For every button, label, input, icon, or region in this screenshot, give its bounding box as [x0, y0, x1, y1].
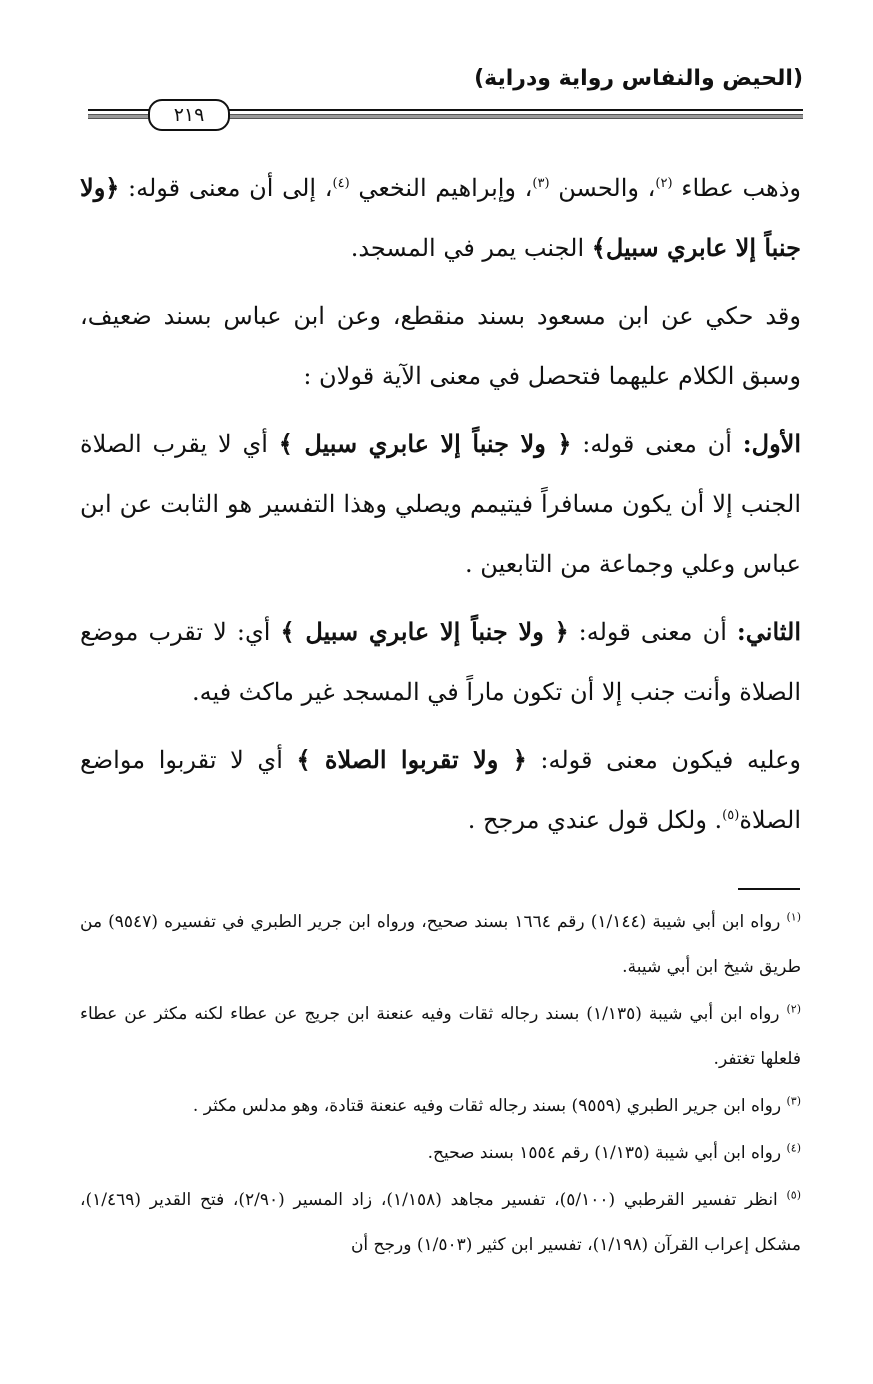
footnote-marker: (٢) — [786, 1002, 801, 1016]
footnote-marker: (٣) — [786, 1094, 801, 1108]
footnote-separator — [738, 888, 800, 890]
text: ، إلى أن معنى قوله: — [128, 174, 333, 202]
paragraph-1 — [80, 158, 801, 278]
quran-bracket-open: ﴿ — [105, 174, 120, 202]
second-opinion-label: الثاني: — [736, 617, 801, 646]
quran-bracket-close: ﴾ — [296, 746, 311, 774]
quran-bracket-open: ﴿ — [512, 746, 527, 774]
footnote-ref-4: (٤) — [332, 176, 350, 191]
text: ، وإبراهيم النخعي — [358, 174, 533, 202]
footnote-1 — [80, 900, 801, 990]
footnote-marker: (٥) — [786, 1188, 802, 1202]
quran-quote: ولا جنباً إلا عابري سبيل — [294, 617, 555, 646]
text: وذهب عطاء — [681, 174, 801, 202]
text: ، والحسن — [558, 174, 656, 202]
footnote-text: رواه ابن أبي شيبة (١/١٣٥) بسند رجاله ثقات وفيه عنعنة ابن جريج عن عطاء لكنه مكثر عن عطاء فلعلها تغتفر. — [80, 1004, 801, 1069]
main-text — [80, 158, 801, 858]
footnote-ref-2: (٢) — [655, 176, 673, 191]
text: . ولكل قول عندي مرجح . — [467, 806, 723, 834]
footnote-text: رواه ابن أبي شيبة (١/١٣٥) رقم ١٥٥٤ بسند صحيح. — [427, 1143, 787, 1163]
text: أي لا يقرب الصلاة الجنب إلا أن يكون مسافراً فيتيمم ويصلي وهذا التفسير هو الثابت عن ابن عباس وعلي وجماعة من التابعين . — [80, 430, 801, 578]
quran-bracket-close: ﴾ — [280, 618, 295, 646]
footnote-ref-5: (٥) — [722, 808, 740, 823]
paragraph-2: وقد حكي عن ابن مسعود بسند منقطع، وعن ابن عباس بسند ضعيف، وسبق الكلام عليهما فتحصل في معنى الآية قولان : — [80, 302, 801, 390]
quran-quote: ولا جنباً إلا عابري سبيل — [80, 173, 801, 262]
first-opinion-label: الأول: — [742, 429, 802, 458]
footnote-ref-3: (٣) — [532, 176, 550, 191]
running-title: (الحيض والنفاس رواية ودراية) — [474, 66, 803, 91]
text: أي لا تقربوا مواضع الصلاة — [80, 746, 801, 834]
paragraph-3 — [80, 414, 801, 594]
footnote-text: انظر تفسير القرطبي (٥/١٠٠)، تفسير مجاهد (١/١٥٨)، زاد المسير (٢/٩٠)، فتح القدير (١/٤٦٩)، مشكل إعراب القرآن (١/١٩٨)، تفسير ابن كثير (١/٥٠٣) ورجح أن — [80, 1190, 801, 1255]
quran-bracket-close: ﴾ — [278, 430, 293, 458]
text: الجنب يمر في المسجد. — [350, 234, 592, 262]
paragraph-5 — [80, 730, 801, 850]
footnotes — [80, 900, 801, 1270]
text: أن معنى قوله: — [571, 430, 743, 458]
paragraph-4 — [80, 602, 801, 722]
footnote-marker: (٤) — [786, 1141, 801, 1155]
quran-bracket-open: ﴿ — [554, 618, 569, 646]
page-number: ٢١٩ — [148, 99, 230, 131]
quran-bracket-open: ﴿ — [557, 430, 572, 458]
quran-quote: ولا تقربوا الصلاة — [310, 745, 513, 774]
text: أي: لا تقرب موضع الصلاة وأنت جنب إلا أن تكون ماراً في المسجد غير ماكث فيه. — [80, 618, 801, 706]
text: أن معنى قوله: — [568, 618, 737, 646]
footnote-3 — [80, 1084, 801, 1129]
text: وعليه فيكون معنى قوله: — [526, 746, 801, 774]
footnote-marker: (١) — [786, 910, 802, 924]
footnote-4 — [80, 1131, 801, 1176]
quran-bracket-close: ﴾ — [591, 234, 606, 262]
footnote-text: رواه ابن أبي شيبة (١/١٤٤) رقم ١٦٦٤ بسند صحيح، ورواه ابن جرير الطبري في تفسيره (٩٥٤٧) من طريق شيخ ابن أبي شيبة. — [80, 912, 801, 977]
quran-quote: ولا جنباً إلا عابري سبيل — [292, 429, 558, 458]
footnote-5 — [80, 1178, 801, 1268]
footnote-text: رواه ابن جرير الطبري (٩٥٥٩) بسند رجاله ثقات وفيه عنعنة قتادة، وهو مدلس مكثر . — [192, 1096, 787, 1116]
footnote-2 — [80, 992, 801, 1082]
